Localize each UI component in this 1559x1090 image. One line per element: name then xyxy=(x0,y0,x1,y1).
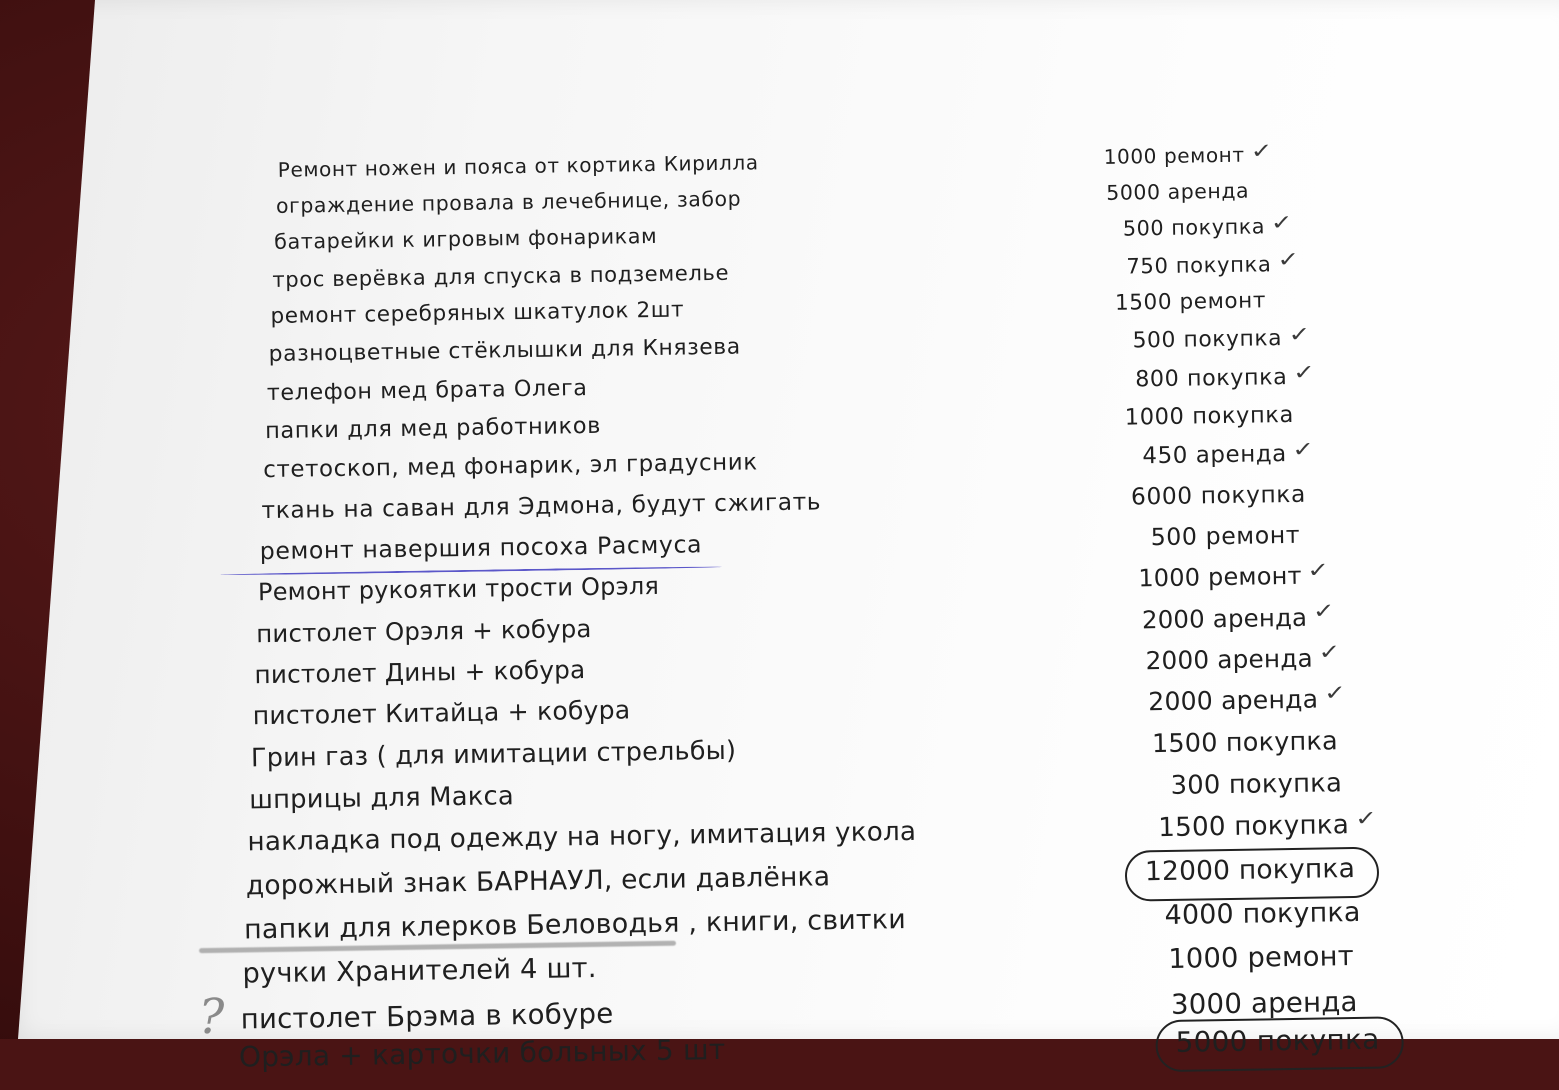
item-description: ремонт серебряных шкатулок 2шт xyxy=(270,297,685,329)
item-price: 1500 покупка xyxy=(1158,810,1350,844)
item-price: 800 покупка xyxy=(1135,364,1288,393)
item-description: пистолет Орэля + кобура xyxy=(256,613,592,649)
item-description: ремонт навершия посоха Расмуса xyxy=(259,530,703,566)
item-description: Ремонт ножен и пояса от кортика Кирилла xyxy=(277,150,759,182)
item-price: 4000 покупка xyxy=(1164,896,1361,932)
item-description: ткань на саван для Эдмона, будут сжигать xyxy=(261,488,822,525)
checkmark-icon: ✓ xyxy=(1307,558,1330,583)
question-mark-annotation: ? xyxy=(198,988,225,1046)
item-description: Ремонт рукоятки трости Орэля xyxy=(257,571,660,607)
item-price: 1000 покупка xyxy=(1124,401,1295,431)
item-price: 5000 аренда xyxy=(1106,178,1250,205)
item-description: стетоскоп, мед фонарик, эл градусник xyxy=(263,449,758,484)
item-description: шприцы для Макса xyxy=(249,781,515,816)
item-price: 1000 ремонт xyxy=(1138,561,1302,593)
item-description: ограждение провала в лечебнице, забор xyxy=(275,186,742,218)
checkmark-icon: ✓ xyxy=(1318,640,1341,665)
item-price: 1500 покупка xyxy=(1151,726,1339,760)
item-description: Грин газ ( для имитации стрельбы) xyxy=(250,735,737,774)
checkmark-icon: ✓ xyxy=(1354,806,1378,831)
checkmark-icon: ✓ xyxy=(1312,599,1335,624)
item-price: 2000 аренда xyxy=(1141,602,1308,635)
item-description: ручки Хранителей 4 шт. xyxy=(242,952,597,990)
item-price: 1500 ремонт xyxy=(1114,288,1267,316)
item-price: 12000 покупка xyxy=(1144,853,1356,888)
item-description: пистолет Дины + кобура xyxy=(254,655,586,690)
item-price: 450 аренда xyxy=(1142,441,1288,470)
item-price: 500 покупка xyxy=(1132,326,1283,354)
item-price: 750 покупка xyxy=(1126,251,1272,279)
item-price: 500 покупка xyxy=(1122,214,1266,241)
item-price: 2000 аренда xyxy=(1148,684,1319,717)
item-description: батарейки к игровым фонарикам xyxy=(273,223,658,254)
item-price: 3000 аренда xyxy=(1170,984,1358,1021)
item-description: трос верёвка для спуска в подземелье xyxy=(272,259,730,292)
item-price: 2000 аренда xyxy=(1145,643,1314,676)
item-price: 1000 ремонт xyxy=(1168,941,1355,975)
item-description: накладка под одежду на ногу, имитация укола xyxy=(247,816,917,858)
item-description: папки для клерков Беловодья , книги, свитки xyxy=(243,904,907,946)
checkmark-icon: ✓ xyxy=(1292,437,1315,462)
item-price: 300 покупка xyxy=(1170,768,1343,801)
item-description: папки для мед работников xyxy=(264,412,602,445)
checkmark-icon: ✓ xyxy=(1288,322,1311,347)
checkmark-icon: ✓ xyxy=(1270,210,1293,236)
checkmark-icon: ✓ xyxy=(1250,139,1273,164)
item-description: пистолет Китайца + кобура xyxy=(252,695,631,731)
checkmark-icon: ✓ xyxy=(1277,247,1300,273)
item-price: 1000 ремонт xyxy=(1103,142,1245,169)
item-price: 500 ремонт xyxy=(1150,520,1301,552)
item-description: разноцветные стёклышки для Князева xyxy=(268,334,741,368)
item-price: 6000 покупка xyxy=(1130,480,1307,511)
item-description: телефон мед брата Олега xyxy=(266,375,588,407)
item-description: Орэла + карточки больных 5 шт xyxy=(238,1032,726,1074)
checkmark-icon: ✓ xyxy=(1292,360,1316,385)
item-price: 5000 покупка xyxy=(1175,1022,1380,1059)
checkmark-icon: ✓ xyxy=(1323,681,1347,706)
item-description: дорожный знак БАРНАУЛ, если давлёнка xyxy=(245,861,831,902)
item-description: пистолет Брэма в кобуре xyxy=(240,996,614,1036)
